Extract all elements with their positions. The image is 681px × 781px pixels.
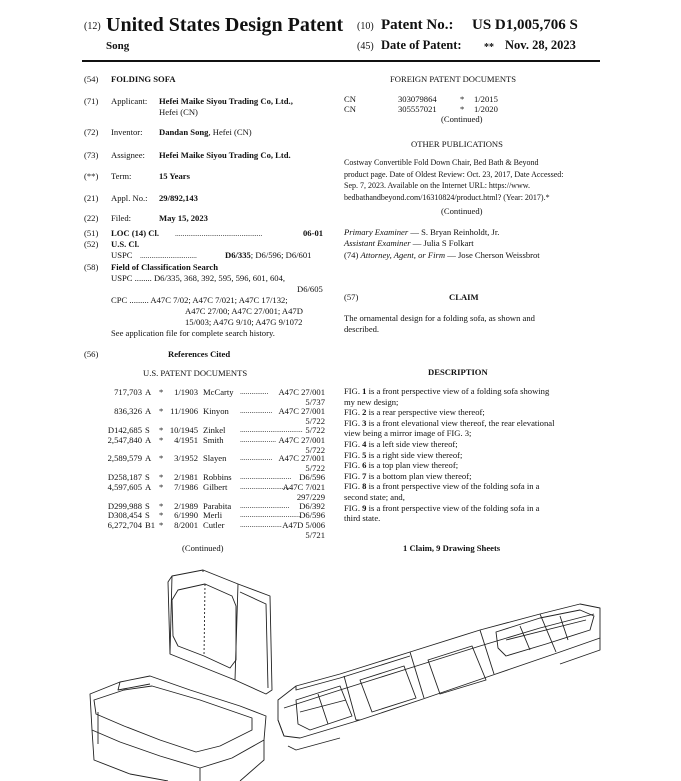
fig-description: is a right side view thereof; [366, 449, 463, 460]
ref-star: * [159, 435, 164, 445]
foreign-docs-heading: FOREIGN PATENT DOCUMENTS [390, 74, 517, 84]
applicant-label: Applicant: [111, 96, 148, 106]
ref-class-cont: 297/229 [296, 491, 325, 502]
leader-dots: ................... [240, 435, 277, 444]
ref-number: D299,988 [107, 501, 142, 511]
field-code: (22) [84, 213, 99, 223]
foreign-star: * [460, 94, 465, 104]
ref-kind: A [145, 435, 152, 445]
ref-class: D6/596 [299, 472, 325, 482]
fig-prefix: FIG. [344, 386, 363, 396]
field-code: (21) [84, 193, 99, 203]
ref-star: * [159, 406, 164, 416]
leader-dots: ........................... [240, 472, 292, 481]
ref-kind: A [145, 482, 152, 492]
description-line [344, 513, 380, 524]
search-cpc: CPC ......... A47C 7/02; A47C 7/021; A47C 17/132; [111, 295, 288, 305]
leader-dots: ................. [240, 453, 273, 462]
ref-class: D6/392 [299, 501, 325, 511]
description-heading: DESCRIPTION [428, 367, 488, 377]
foreign-country: CN [344, 94, 356, 104]
other-publication-line: bedbathandbeyond.com/16310824/product.html? (Year: 2017).* [344, 192, 550, 202]
ref-name: Kinyon [203, 406, 229, 416]
ref-date: 1/1903 [174, 387, 198, 397]
foreign-number: 303079864 [398, 94, 437, 104]
foreign-number: 305557021 [398, 103, 437, 114]
term-value: 15 Years [159, 171, 190, 181]
leader-dots: .............................................. [175, 229, 263, 238]
other-continued: (Continued) [441, 206, 483, 216]
ref-kind: A [145, 453, 152, 463]
unfolded-sofa-mat [278, 604, 600, 738]
attorney-name: — Jose Cherson Weissbrot [445, 250, 540, 260]
ref-number: 836,326 [114, 406, 142, 416]
ref-kind: B1 [145, 520, 156, 530]
claims-summary: 1 Claim, 9 Drawing Sheets [403, 543, 501, 553]
field-code: (54) [84, 74, 99, 84]
ref-name: Cutler [203, 520, 225, 530]
ref-kind: S [145, 501, 150, 511]
search-uspc: USPC ........ D6/335, 368, 392, 595, 596, 601, 604, [111, 273, 286, 283]
ref-date: 8/2001 [174, 520, 198, 530]
field-code: (72) [84, 127, 99, 137]
description-line [344, 492, 405, 503]
foreign-country: CN [344, 103, 356, 114]
document-title: United States Design Patent [106, 14, 344, 36]
ref-class-cont: 5/722 [305, 462, 325, 473]
claim-text-line: described. [344, 324, 380, 334]
assignee-label: Assignee: [111, 150, 145, 160]
references-cited-heading: References Cited [168, 349, 231, 359]
field-code: (**) [84, 171, 99, 181]
applicant-name: Hefei Maike Siyou Trading Co, Ltd., [159, 96, 293, 106]
claim-heading: CLAIM [449, 292, 479, 302]
description-line [344, 450, 462, 461]
inventor-name: Dandan Song [159, 127, 209, 137]
assistant-examiner-label: Assistant Examiner [344, 238, 411, 248]
ref-number: 4,597,605 [107, 482, 142, 492]
ref-class: A47C 27/001 [278, 453, 325, 463]
search-history-note: See application file for complete search history. [111, 328, 275, 338]
search-cpc-cont: A47C 27/00; A47C 27/001; A47D [185, 306, 303, 316]
primary-examiner [344, 227, 499, 238]
attorney [344, 250, 540, 261]
fig-number: 7 [362, 470, 367, 481]
date-of-patent-label: Date of Patent: [381, 38, 462, 52]
fig-number: 2 [362, 407, 367, 418]
ref-date: 2/1989 [174, 501, 198, 511]
ref-date: 4/1951 [174, 435, 198, 445]
ref-class: A47D 5/006 [282, 520, 325, 530]
ref-name: Merli [203, 510, 223, 520]
loc-value: 06-01 [303, 228, 324, 238]
fig-number: 5 [362, 449, 367, 460]
ref-date: 7/1986 [174, 482, 198, 492]
uspc-label: USPC [111, 250, 133, 260]
chair-seat-cushion [90, 676, 266, 768]
ref-kind: A [145, 387, 152, 397]
assistant-examiner-name: — Julia S Folkart [410, 238, 474, 248]
appl-no-value: 29/892,143 [159, 193, 198, 203]
ref-class-cont: 5/721 [305, 529, 325, 540]
field-code: (74) [344, 250, 359, 260]
ref-name: Gilbert [203, 482, 228, 492]
ref-class-cont: 5/722 [305, 415, 325, 426]
leader-dots: ............... [240, 387, 269, 396]
ref-number: 6,272,704 [107, 520, 142, 530]
search-cpc-cont: 15/003; A47G 9/10; A47G 9/1072 [185, 317, 303, 327]
description-line [344, 397, 398, 408]
filed-value: May 15, 2023 [159, 213, 208, 223]
fig-number: 6 [362, 460, 367, 471]
fig-number: 4 [362, 439, 367, 449]
fig-description: is a front perspective view of the folding sofa in a [366, 481, 540, 492]
fig-description: my new design; [344, 396, 399, 407]
leader-dots: ................................. [240, 425, 303, 434]
fig-prefix: FIG. [344, 449, 363, 460]
date-of-patent: Nov. 28, 2023 [505, 38, 576, 52]
fig-prefix: FIG. [344, 502, 363, 513]
foreign-date: 1/2020 [474, 103, 498, 114]
description-line [344, 460, 458, 471]
us-cl-label: U.S. Cl. [111, 239, 140, 249]
ref-date: 2/1981 [174, 472, 198, 482]
ref-star: * [159, 387, 164, 397]
ref-date: 11/1906 [170, 406, 198, 416]
field-code: (52) [84, 239, 99, 249]
field-code: (73) [84, 150, 99, 160]
date-stars: ** [484, 42, 494, 53]
term-label: Term: [111, 171, 132, 181]
code-45: (45) [357, 41, 374, 52]
uspc-values [225, 250, 311, 261]
invention-title: FOLDING SOFA [111, 74, 176, 84]
foreign-continued: (Continued) [441, 114, 483, 124]
foreign-star: * [460, 103, 465, 114]
fig-description: is a rear perspective view thereof; [366, 407, 485, 418]
description-line [344, 503, 539, 514]
ref-class: A47C 27/001 [278, 387, 325, 397]
description-line [344, 386, 549, 397]
ref-star: * [159, 425, 164, 435]
ref-number: 717,703 [114, 387, 142, 397]
filed-label: Filed: [111, 213, 132, 223]
ref-name: McCarty [203, 387, 234, 397]
inventor-location: , Hefei (CN) [208, 127, 252, 137]
ref-number: D258,187 [107, 472, 142, 482]
uspc-primary: D6/335 [225, 250, 251, 260]
code-12: (12) [84, 21, 101, 32]
ref-date: 6/1990 [174, 510, 198, 520]
ref-class: A47C 27/001 [278, 435, 325, 445]
fig-prefix: FIG. [344, 417, 363, 428]
leader-dots: .............................. [140, 251, 197, 260]
ref-number: D142,685 [107, 425, 142, 435]
description-line [344, 481, 539, 492]
description-line [344, 428, 471, 439]
ref-star: * [159, 472, 164, 482]
fig-description: is a front elevational view thereof, the rear elevational [366, 417, 555, 428]
ref-name: Zinkel [203, 425, 226, 435]
description-line [344, 471, 471, 482]
ref-star: * [159, 453, 164, 463]
fig-prefix: FIG. [344, 481, 363, 492]
leader-dots: ................................ [240, 510, 301, 519]
foreign-date: 1/2015 [474, 94, 498, 104]
fig-number: 9 [362, 502, 367, 513]
assignee-name: Hefei Maike Siyou Trading Co, Ltd. [159, 150, 291, 160]
assistant-examiner [344, 238, 474, 249]
fig-description: is a front perspective view of the folding sofa in a [366, 502, 540, 513]
description-line [344, 407, 485, 418]
primary-examiner-label: Primary Examiner [344, 227, 409, 237]
ref-date: 10/1945 [169, 425, 198, 435]
chair-back-cushion [168, 570, 272, 694]
other-publication-line: Sep. 7, 2023. Available on the Internet URL: https://www. [344, 181, 530, 190]
ref-name: Slayen [203, 453, 227, 463]
fig-number: 1 [362, 386, 367, 396]
fig-description: is a left side view thereof; [366, 439, 458, 449]
fig-number: 3 [362, 417, 367, 428]
ref-name: Smith [203, 435, 224, 445]
ref-star: * [159, 501, 164, 511]
ref-kind: A [145, 406, 152, 416]
fig-description: view being a mirror image of FIG. 3; [344, 428, 472, 439]
ref-kind: S [145, 425, 150, 435]
primary-examiner-name: — S. Bryan Reinholdt, Jr. [408, 227, 500, 237]
fig-description: second state; and, [344, 492, 405, 502]
ref-kind: S [145, 472, 150, 482]
fig-number: 8 [362, 481, 367, 492]
loc-label: LOC (14) Cl. [111, 228, 159, 238]
author-name: Song [106, 40, 130, 52]
field-code: (56) [84, 349, 99, 359]
inventor-label: Inventor: [111, 127, 143, 137]
other-publication-line: Costway Convertible Fold Down Chair, Bed Bath & Beyond [344, 158, 539, 167]
ref-kind: S [145, 510, 150, 520]
field-code: (58) [84, 262, 99, 272]
ref-class: A47C 27/001 [278, 406, 325, 416]
ref-star: * [159, 482, 164, 492]
ref-star: * [159, 520, 164, 530]
ref-class-cont: 5/722 [305, 444, 325, 455]
other-publication-line: product page. Date of Oldest Review: Oct. 23, 2017, Date Accessed: [344, 169, 564, 179]
fig-prefix: FIG. [344, 439, 363, 449]
ref-name: Robbins [203, 472, 232, 482]
applicant-location: Hefei (CN) [159, 107, 198, 117]
ref-star: * [159, 510, 164, 520]
fig-description: third state. [344, 513, 381, 524]
patent-number: US D1,005,706 S [472, 17, 578, 33]
claim-text-line: The ornamental design for a folding sofa, as shown and [344, 313, 535, 323]
patent-number-label: Patent No.: [381, 17, 454, 33]
ref-number: 2,547,840 [107, 435, 142, 445]
leader-dots: .......................... [240, 501, 290, 510]
field-code: (57) [344, 292, 359, 302]
code-10: (10) [357, 21, 374, 32]
us-patent-docs-heading: U.S. PATENT DOCUMENTS [143, 368, 248, 378]
fig-description: is a front perspective view of a folding sofa showing [366, 386, 550, 396]
attorney-label: Attorney, Agent, or Firm [360, 250, 446, 260]
ref-class: D6/596 [299, 510, 325, 520]
ref-class: 5/722 [305, 425, 325, 435]
uspc-secondary: ; D6/596; D6/601 [250, 250, 312, 260]
inventor [159, 127, 252, 138]
leader-dots: ................. [240, 406, 273, 415]
field-code: (51) [84, 228, 99, 238]
ref-number: D308,454 [107, 510, 142, 520]
leader-dots: ........................... [240, 482, 292, 491]
fig-prefix: FIG. [344, 470, 363, 481]
field-code: (71) [84, 96, 99, 106]
ref-name: Parabita [203, 501, 232, 511]
description-line [344, 418, 554, 429]
other-publications-heading: OTHER PUBLICATIONS [411, 139, 503, 149]
description-line [344, 439, 458, 450]
fig-description: is a top plan view thereof; [366, 460, 459, 471]
fig-prefix: FIG. [344, 460, 363, 471]
search-uspc-cont: D6/605 [297, 284, 323, 294]
header-rule [82, 60, 600, 62]
leader-dots: ...................... [240, 520, 282, 529]
ref-class-cont: 5/737 [305, 396, 325, 407]
ref-class: A47C 7/021 [282, 482, 325, 492]
appl-no-label: Appl. No.: [111, 193, 148, 203]
ref-date: 3/1952 [174, 453, 198, 463]
left-continued: (Continued) [182, 543, 224, 553]
fig-description: is a bottom plan view thereof; [366, 470, 472, 481]
field-search-label: Field of Classification Search [111, 262, 219, 272]
fig-prefix: FIG. [344, 407, 363, 418]
ref-number: 2,589,579 [107, 453, 142, 463]
